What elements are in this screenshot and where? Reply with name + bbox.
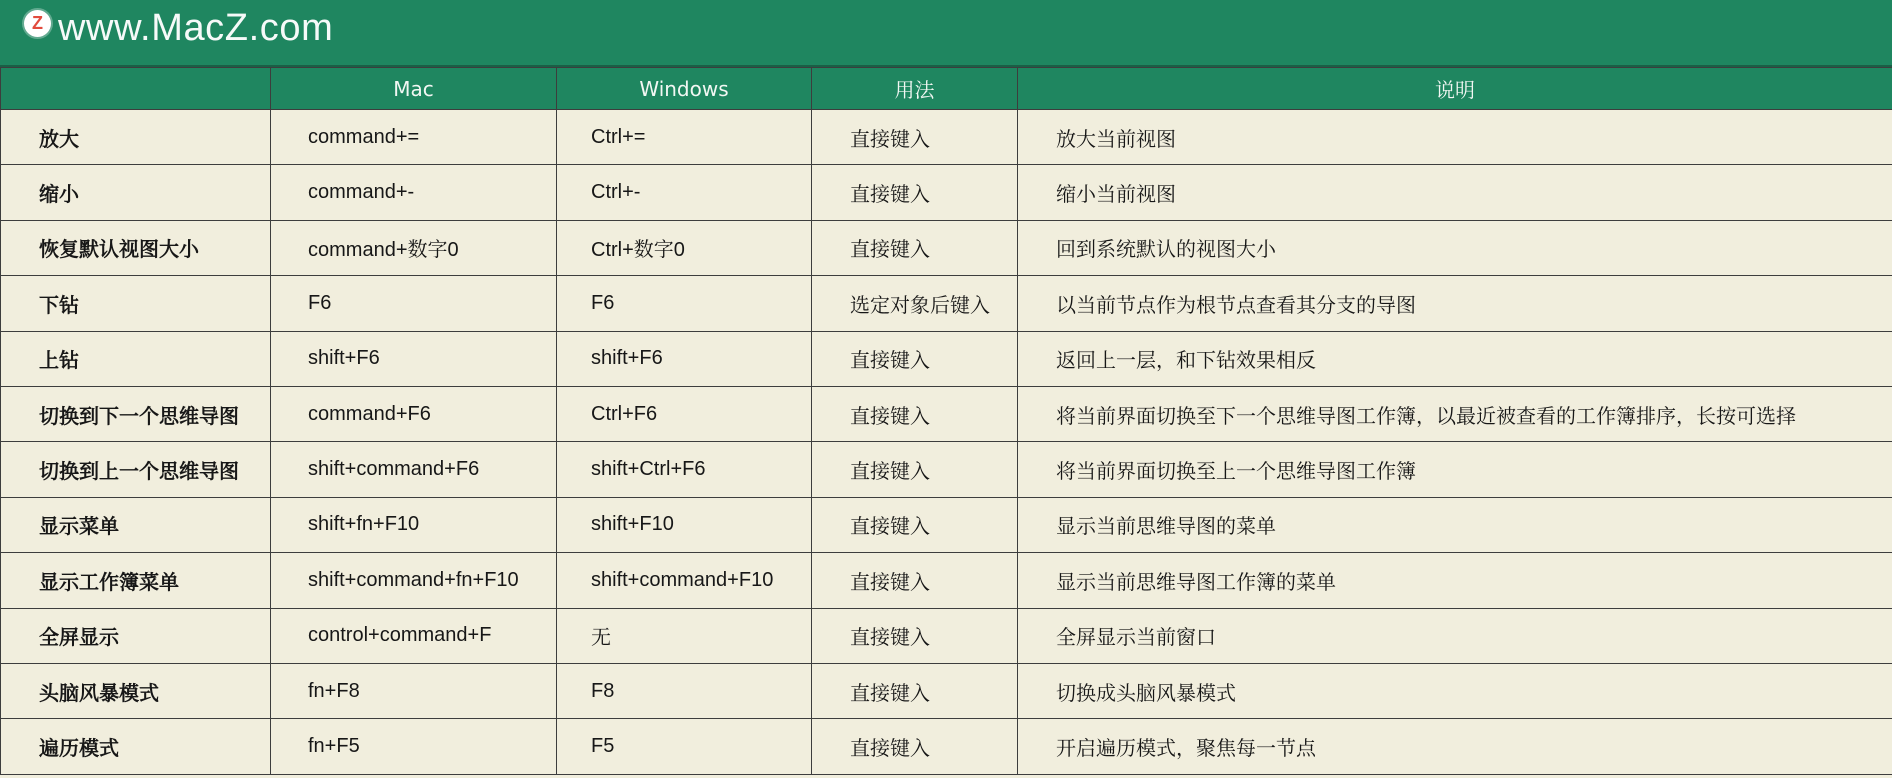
description-text: 显示当前思维导图工作簿的菜单	[1056, 569, 1336, 594]
usage-cell	[812, 110, 1018, 165]
mac-shortcut-cell	[271, 165, 557, 220]
windows-shortcut-cell	[557, 220, 812, 275]
mac-shortcut-cell	[271, 719, 557, 774]
windows-shortcut: shift+command+F10	[591, 568, 774, 591]
function-cell	[1, 331, 271, 386]
function-cell	[1, 442, 271, 497]
usage-cell	[812, 663, 1018, 718]
table-row	[1, 165, 1892, 220]
shortcut-table	[0, 67, 1892, 775]
function-label: 全屏显示	[39, 625, 119, 650]
description-cell	[1018, 442, 1892, 497]
mac-shortcut: shift+F6	[308, 347, 380, 370]
mac-shortcut-cell	[271, 608, 557, 663]
windows-shortcut: Ctrl+数字0	[591, 239, 685, 262]
windows-shortcut: shift+F6	[591, 347, 663, 370]
usage-cell	[812, 608, 1018, 663]
windows-shortcut: Ctrl+=	[591, 125, 646, 148]
mac-shortcut: F6	[308, 291, 332, 314]
function-cell	[1, 276, 271, 331]
table-row	[1, 497, 1892, 552]
function-label: 恢复默认视图大小	[39, 237, 199, 262]
description-text: 切换成头脑风暴模式	[1056, 680, 1236, 705]
mac-shortcut-cell	[271, 497, 557, 552]
table-row	[1, 608, 1892, 663]
mac-shortcut: fn+F8	[308, 679, 360, 702]
function-label: 切换到上一个思维导图	[39, 459, 239, 484]
usage-text: 直接键入	[850, 459, 930, 484]
table-row	[1, 442, 1892, 497]
windows-shortcut-cell	[557, 386, 812, 441]
windows-column-header: Windows	[557, 68, 812, 110]
table-row	[1, 331, 1892, 386]
mac-shortcut: shift+command+F6	[308, 458, 480, 481]
usage-column-header: 用法	[812, 68, 1018, 110]
mac-shortcut-cell	[271, 663, 557, 718]
function-cell	[1, 608, 271, 663]
description-text: 放大当前视图	[1056, 126, 1176, 151]
description-text: 全屏显示当前窗口	[1056, 625, 1216, 650]
table-row	[1, 220, 1892, 275]
function-cell	[1, 165, 271, 220]
description-cell	[1018, 608, 1892, 663]
windows-shortcut: F8	[591, 679, 615, 702]
usage-cell	[812, 331, 1018, 386]
table-row	[1, 719, 1892, 774]
function-cell	[1, 719, 271, 774]
function-label: 上钻	[39, 348, 79, 373]
function-label: 显示工作簿菜单	[39, 569, 179, 594]
description-cell	[1018, 331, 1892, 386]
mac-shortcut: command+=	[308, 125, 420, 148]
usage-cell	[812, 497, 1018, 552]
description-text: 返回上一层，和下钻效果相反	[1056, 348, 1316, 373]
function-label: 缩小	[39, 182, 79, 207]
table-row	[1, 553, 1892, 608]
usage-text: 直接键入	[850, 403, 930, 428]
description-text: 将当前界面切换至上一个思维导图工作簿	[1056, 459, 1416, 484]
function-cell	[1, 220, 271, 275]
usage-text: 直接键入	[850, 569, 930, 594]
windows-shortcut-cell	[557, 165, 812, 220]
description-cell	[1018, 719, 1892, 774]
mac-shortcut-cell	[271, 220, 557, 275]
usage-cell	[812, 553, 1018, 608]
windows-shortcut: Ctrl+F6	[591, 402, 658, 425]
table-header-row	[1, 68, 1892, 110]
description-column-header: 说明	[1018, 68, 1892, 110]
mac-shortcut-cell	[271, 386, 557, 441]
function-cell	[1, 497, 271, 552]
site-watermark: www.MacZ.com	[58, 7, 334, 49]
function-label: 遍历模式	[39, 735, 119, 760]
usage-text: 直接键入	[850, 680, 930, 705]
windows-shortcut-cell	[557, 663, 812, 718]
table-row	[1, 386, 1892, 441]
usage-text: 直接键入	[850, 348, 930, 373]
windows-shortcut: 无	[591, 627, 611, 650]
mac-shortcut: fn+F5	[308, 734, 360, 757]
table-row	[1, 276, 1892, 331]
description-cell	[1018, 663, 1892, 718]
windows-shortcut-cell	[557, 497, 812, 552]
windows-shortcut-cell	[557, 331, 812, 386]
table-row	[1, 110, 1892, 165]
mac-shortcut: control+command+F	[308, 624, 492, 647]
usage-text: 直接键入	[850, 237, 930, 262]
usage-text: 直接键入	[850, 126, 930, 151]
description-text: 回到系统默认的视图大小	[1056, 237, 1276, 262]
mac-shortcut-cell	[271, 276, 557, 331]
windows-shortcut-cell	[557, 553, 812, 608]
function-cell	[1, 553, 271, 608]
usage-text: 直接键入	[850, 182, 930, 207]
usage-cell	[812, 220, 1018, 275]
table-row	[1, 663, 1892, 718]
description-cell	[1018, 276, 1892, 331]
description-cell	[1018, 386, 1892, 441]
function-label: 头脑风暴模式	[39, 680, 159, 705]
windows-shortcut: shift+F10	[591, 513, 674, 536]
windows-shortcut-cell	[557, 719, 812, 774]
windows-shortcut-cell	[557, 276, 812, 331]
description-cell	[1018, 497, 1892, 552]
windows-shortcut: F6	[591, 291, 615, 314]
function-label: 放大	[39, 126, 79, 151]
windows-shortcut: Ctrl+-	[591, 181, 641, 204]
description-text: 显示当前思维导图的菜单	[1056, 514, 1276, 539]
description-text: 将当前界面切换至下一个思维导图工作簿，以最近被查看的工作簿排序，长按可选择	[1056, 403, 1796, 428]
usage-text: 直接键入	[850, 735, 930, 760]
usage-cell	[812, 442, 1018, 497]
function-cell	[1, 386, 271, 441]
mac-shortcut: shift+command+fn+F10	[308, 568, 519, 591]
description-text: 缩小当前视图	[1056, 182, 1176, 207]
function-column-header	[1, 68, 271, 110]
description-cell	[1018, 220, 1892, 275]
windows-shortcut-cell	[557, 608, 812, 663]
function-label: 切换到下一个思维导图	[39, 403, 239, 428]
function-label: 下钻	[39, 292, 79, 317]
windows-shortcut-cell	[557, 110, 812, 165]
function-cell	[1, 663, 271, 718]
mac-shortcut-cell	[271, 110, 557, 165]
usage-text: 直接键入	[850, 625, 930, 650]
mac-shortcut-cell	[271, 442, 557, 497]
description-cell	[1018, 165, 1892, 220]
logo-letter: Z	[32, 13, 43, 33]
mac-shortcut: shift+fn+F10	[308, 513, 420, 536]
function-cell	[1, 110, 271, 165]
mac-column-header: Mac	[271, 68, 557, 110]
function-label: 显示菜单	[39, 514, 119, 539]
description-text: 开启遍历模式，聚焦每一节点	[1056, 735, 1316, 760]
mac-shortcut-cell	[271, 331, 557, 386]
title-banner	[0, 0, 1892, 67]
windows-shortcut: shift+Ctrl+F6	[591, 458, 706, 481]
usage-text: 选定对象后键入	[850, 292, 990, 317]
windows-shortcut-cell	[557, 442, 812, 497]
macz-logo-icon	[24, 10, 51, 37]
mac-shortcut: command+数字0	[308, 239, 459, 262]
description-text: 以当前节点作为根节点查看其分支的导图	[1056, 292, 1416, 317]
windows-shortcut: F5	[591, 734, 615, 757]
usage-cell	[812, 386, 1018, 441]
usage-cell	[812, 719, 1018, 774]
mac-shortcut-cell	[271, 553, 557, 608]
mac-shortcut: command+F6	[308, 402, 431, 425]
usage-text: 直接键入	[850, 514, 930, 539]
usage-cell	[812, 165, 1018, 220]
usage-cell	[812, 276, 1018, 331]
description-cell	[1018, 553, 1892, 608]
description-cell	[1018, 110, 1892, 165]
mac-shortcut: command+-	[308, 181, 415, 204]
